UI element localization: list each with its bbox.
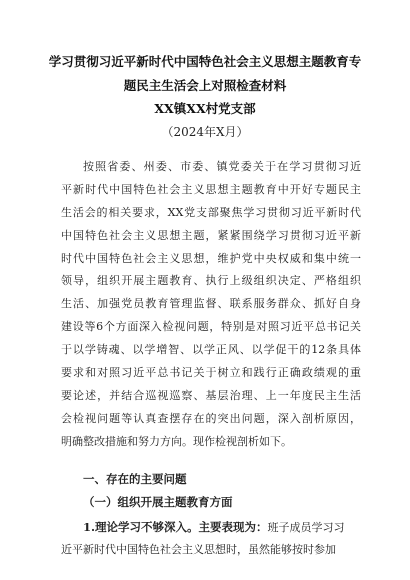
paragraph-line: 于以学铸魂、以学增智、以学正风、以学促干的12条具体 <box>61 343 361 357</box>
paragraph-line: 按照省委、州委、市委、镇党委关于在学习贯彻习近 <box>83 160 361 173</box>
problem-item-1-text: 班子成员学习习 <box>267 521 345 534</box>
paragraph-line: 建设等6个方面深入检视问题，特别是对照习近平总书记关 <box>61 320 361 334</box>
document-title-organization: XX镇XX村党支部 <box>154 101 256 116</box>
section-heading-main-problems: 一、存在的主要问题 <box>83 472 187 486</box>
problem-item-1-lead: 1.理论学习不够深入。主要表现为： <box>83 520 268 534</box>
problem-item-1-second-line: 近平新时代中国特色社会主义思想时，虽然能够按时参加 <box>61 542 336 556</box>
paragraph-line: 领导，组织开展主题教育、执行上级组织决定、严格组织 <box>61 274 361 288</box>
intro-paragraph <box>61 156 361 454</box>
document-title-line-1: 学习贯彻习近平新时代中国特色社会主义思想主题教育专 <box>48 54 362 69</box>
document-date: （2024年X月） <box>161 125 249 139</box>
paragraph-line: 平新时代中国特色社会主义思想主题教育中开好专题民主 <box>61 182 361 196</box>
paragraph-line: 生活会的相关要求，XX党支部聚焦学习贯彻习近平新时代 <box>61 205 361 219</box>
subsection-heading-theme-education: （一）组织开展主题教育方面 <box>83 495 233 509</box>
paragraph-line: 要论述，并结合巡视巡察、基层治理、上一年度民主生活 <box>61 388 361 402</box>
paragraph-line: 要求和对照习近平总书记关于树立和践行正确政绩观的重 <box>61 366 361 380</box>
paragraph-line: 中国特色社会主义思想主题，紧紧围绕学习贯彻习近平新 <box>61 228 361 242</box>
document-title-line-2: 题民主生活会上对照检查材料 <box>123 78 287 93</box>
problem-item-1 <box>61 516 361 562</box>
paragraph-line: 时代中国特色社会主义思想，维护党中央权威和集中统一 <box>61 251 361 265</box>
problem-item-1-first-line <box>83 516 361 539</box>
paragraph-line: 生活、加强党员教育管理监督、联系服务群众、抓好自身 <box>61 297 361 311</box>
paragraph-line: 明确整改措施和努力方向。现作检视剖析如下。 <box>61 434 292 448</box>
paragraph-line: 会检视问题等认真查摆存在的突出问题，深入剖析原因， <box>61 411 361 425</box>
